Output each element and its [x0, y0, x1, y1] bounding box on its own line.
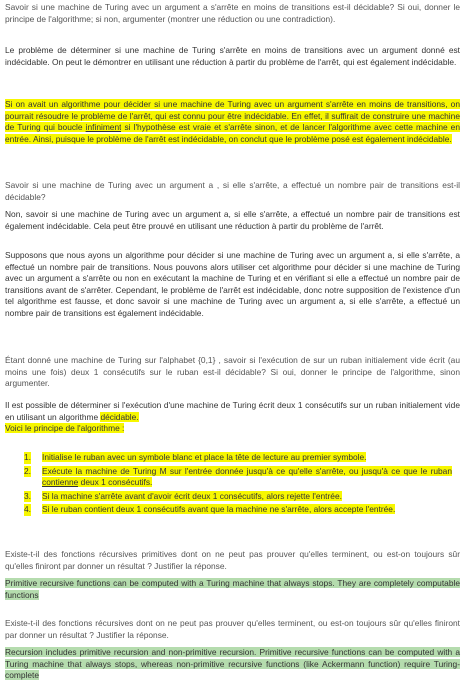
- highlight-text-a: Si on avait un algorithme pour décider si une machine de Turing avec un argument s'arrête en moins de transitions, on pourrait résoudre le problème de l'arrêt, qui est connu pour être indécidable. En effet, il suffirait de construire une machine de Turing qui boucle: [5, 99, 460, 133]
- step-text: Exécute la machine de Turing M sur l'entrée donnée jusqu'à ce qu'elle s'arrête, ou jusqu'à ce que le ruban: [42, 465, 452, 476]
- algorithm-steps: [22, 452, 452, 518]
- answer-3-text: Il est possible de déterminer si l'exécution d'une machine de Turing écrit deux 1 consécutifs sur un ruban initialement vide en utilisant un algorithme: [5, 400, 460, 422]
- step-number: 4.: [24, 504, 31, 515]
- step-text: Si le ruban contient deux 1 consécutifs avant que la machine ne s'arrête, alors accepte l'entrée.: [42, 504, 396, 515]
- step-underlined-word: contienne: [42, 477, 79, 488]
- question-2: Savoir si une machine de Turing avec un argument a , si elle s'arrête, a effectué un nombre pair de transitions est-il décidable?: [5, 180, 460, 202]
- step-text-end: deux 1 consécutifs.: [78, 477, 153, 488]
- question-5: Existe-t-il des fonctions récursives dont on ne peut pas prouver qu'elles terminent, ou est-on toujours sûr qu'elles finiront par donner un résultat ? Justifier la réponse.: [5, 618, 460, 640]
- highlight-underlined-word: infiniment: [85, 122, 122, 133]
- answer-4: [5, 578, 460, 601]
- answer-1: Le problème de déterminer si une machine de Turing s'arrête en moins de transitions avec un argument donné est indécidable. On peut le démontrer en utilisant une réduction à partir du problème de l'arrêt, qui est également indécidable.: [5, 45, 460, 67]
- answer-3-highlight: décidable.: [100, 411, 139, 422]
- question-3: Étant donné une machine de Turing sur l'alphabet {0,1} , savoir si l'exécution de sur un ruban initialement vide écrit (au moins une fois) deux 1 consécutifs sur le ruban est-il décidable? Si oui, donner le principe de l'algorithme, sinon argumenter.: [5, 355, 460, 389]
- step-text: Si la machine s'arrête avant d'avoir écrit deux 1 consécutifs, alors rejette l'entrée.: [42, 490, 342, 501]
- list-item: [22, 491, 452, 503]
- question-1: Savoir si une machine de Turing avec un argument a s'arrête en moins de transitions est-il décidable? Si oui, donner le principe de l'algorithme; si non, argumenter (montrer une réduction ou une contradiction).: [5, 2, 460, 24]
- step-number: 2.: [24, 465, 31, 476]
- algorithm-principle: Voici le principe de l'algorithme :: [5, 423, 125, 434]
- list-item: [22, 452, 452, 464]
- step-text: Initialise le ruban avec un symbole blanc et place la tête de lecture au premier symbole.: [42, 452, 367, 462]
- answer-2a: Non, savoir si une machine de Turing avec un argument a, si elle s'arrête, a effectué un nombre pair de transitions est également indécidable. Cela peut être prouvé en utilisant une réduction à partir du problème de l'arrêt.: [5, 209, 460, 231]
- answer-5-highlight: Recursion includes primitive recursion and non-primitive recursion. Primitive recursive functions can be computed with a Turing machine that always stops, whereas non-primitive recursive functions (like Ackermann function) require Turing-complete: [5, 647, 460, 681]
- step-number: 3.: [24, 490, 31, 501]
- answer-5: [5, 647, 460, 682]
- step-number: 1.: [24, 452, 31, 462]
- list-item: [22, 466, 452, 489]
- list-item: [22, 504, 452, 516]
- answer-2b: Supposons que nous ayons un algorithme pour décider si une machine de Turing avec un argument a, si elle s'arrête, a effectué un nombre pair de transitions. Nous pouvons alors utiliser cet algorithme pour décider si une machine de Turing avec un argument a s'arrête ou non en exécutant la machine de Turing et en vérifiant si elle a effectué un nombre pair de transitions avant de s'arrêter. Cependant, le problème de l'arrêt est indécidable, donc notre supposition de l'existence d'un tel algorithme est fausse, et donc savoir si une machine de Turing avec un argument a, si elle s'arrête, a effectué un nombre pair de transitions est également indécidable.: [5, 250, 460, 318]
- answer-3: [5, 400, 460, 435]
- answer-4-highlight: Primitive recursive functions can be computed with a Turing machine that always stops. They are completely computable functions: [5, 578, 460, 600]
- highlight-text-b: si l'hypothèse est vraie et s'arrête sinon, et de lancer l'algorithme avec cette machine en entrée. Ainsi, puisque le problème de l'arrêt est indécidable, on conclut que le problème posé est également indécidable.: [5, 122, 460, 144]
- question-4: Existe-t-il des fonctions récursives primitives dont on ne peut pas prouver qu'elles terminent, ou est-on toujours sûr qu'elles finiront par donner un résultat ? Justifier la réponse.: [5, 549, 460, 571]
- answer-1-highlight: [5, 99, 460, 145]
